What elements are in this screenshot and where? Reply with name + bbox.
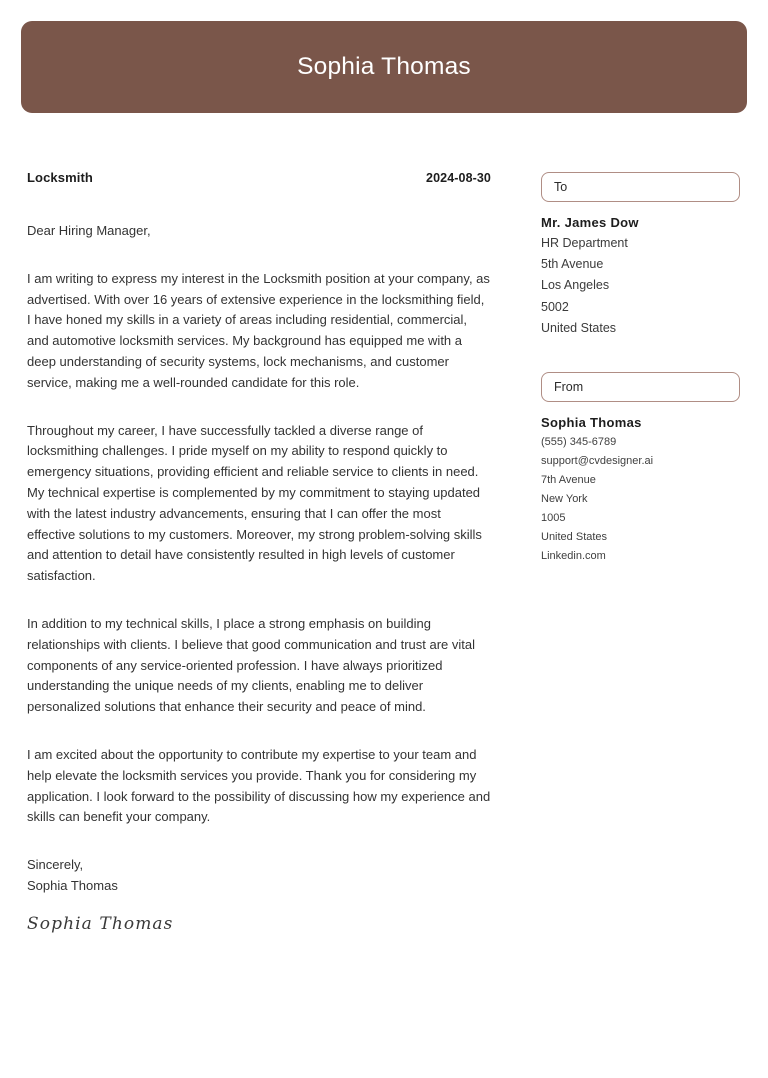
job-title: Locksmith xyxy=(27,170,93,185)
from-section xyxy=(541,372,740,566)
to-field-box[interactable] xyxy=(541,172,740,202)
to-field-label: To xyxy=(554,180,568,194)
recipient-address-block xyxy=(541,212,740,339)
sender-name: Sophia Thomas xyxy=(541,415,642,431)
sender-email: support@cvdesigner.ai xyxy=(541,455,654,468)
address-sidebar xyxy=(541,172,740,566)
recipient-address-line: 5002 xyxy=(541,299,569,314)
letter-date: 2024-08-30 xyxy=(426,171,491,185)
letter-paragraph-1: I am writing to express my interest in the Locksmith position at your company, as advertised. With over 16 years of extensive experience in the locksmithing field, I have honed my skills in a variety of areas including residential, commercial, and automotive locksmith services. My background has equipped me with a deep understanding of security systems, lock mechanisms, and customer service, making me a well-rounded candidate for this role. xyxy=(27,270,490,390)
applicant-name-heading: Sophia Thomas xyxy=(297,52,471,80)
letter-paragraph-4: I am excited about the opportunity to contribute my expertise to your team and help elevate the locksmith services you provide. Thank you for considering my application. I look forward to the possibility of discussing how my experience and skills can benefit your company. xyxy=(27,746,491,825)
letter-body xyxy=(27,170,491,933)
recipient-address-line: HR Department xyxy=(541,236,628,250)
handwritten-signature: Sophia Thomas xyxy=(27,913,174,934)
sender-address-line: United States xyxy=(541,531,608,544)
recipient-address-line: United States xyxy=(541,320,617,335)
sender-phone: (555) 345-6789 xyxy=(541,436,617,449)
from-field-label: From xyxy=(554,380,584,395)
sender-address-line: New York xyxy=(541,493,588,506)
sender-address-line: 7th Avenue xyxy=(541,474,596,487)
recipient-name: Mr. James Dow xyxy=(541,215,639,230)
salutation: Dear Hiring Manager, xyxy=(27,223,151,238)
closing-word: Sincerely, xyxy=(27,857,84,873)
recipient-address-line: Los Angeles xyxy=(541,278,610,293)
closing-name: Sophia Thomas xyxy=(27,877,118,893)
letter-paragraph-2: Throughout my career, I have successfully tackled a diverse range of locksmithing challenges. I pride myself on my ability to respond quickly to emergency situations, providing efficient and reliable service to clients in need. My technical expertise is complemented by my commitment to staying updated with the latest industry advancements, ensuring that I can offer the most effective solutions to my customers. Moreover, my strong problem-solving skills and attention to detail have consistently resulted in high levels of customer satisfaction. xyxy=(27,422,482,584)
letter-closing xyxy=(27,855,491,897)
sender-address-block xyxy=(541,412,740,566)
sender-website: Linkedin.com xyxy=(541,550,606,563)
recipient-address-line: 5th Avenue xyxy=(541,257,604,272)
from-field-box[interactable] xyxy=(541,372,740,402)
sender-address-line: 1005 xyxy=(541,512,566,525)
letter-paragraph-3: In addition to my technical skills, I place a strong emphasis on building relationships with clients. I believe that good communication and trust are vital components of any service-oriented profession. I have always prioritized understanding the unique needs of my clients, enabling me to deliver personalized solutions that enhance their security and peace of mind. xyxy=(27,615,476,715)
header-banner xyxy=(21,21,747,113)
letter-meta-row xyxy=(27,170,491,185)
